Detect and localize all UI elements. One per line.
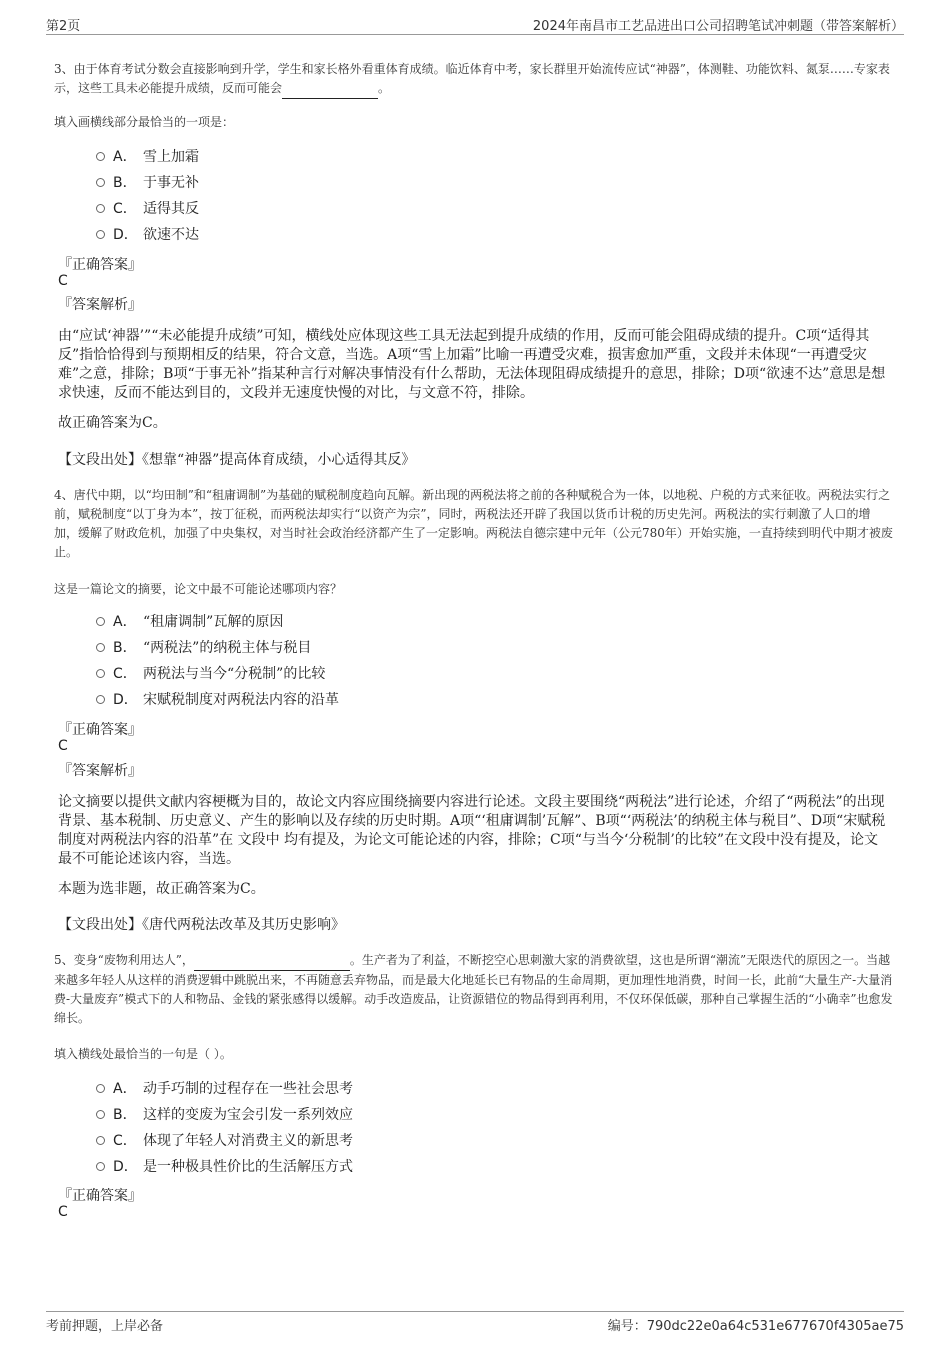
correct-answer-value: C: [58, 738, 68, 754]
option-a[interactable]: A． 动手巧制的过程存在一些社会思考: [96, 1075, 353, 1101]
question-3-source: 【文段出处】《想靠“神器”提高体育成绩，小心适得其反》: [58, 452, 416, 468]
question-5-text: 5、变身“废物利用达人”， 。生产者为了利益，不断挖空心思刺激大家的消费欲望，这也是所谓“潮流”无限迭代的原因之一。当越来越多年轻人从这样的消费逻辑中跳脱出来，不再随意丢弃物品，而是最大化地延长已有物品的生命周期，更加理性地消费，时间一长，此前“大量生产-大量消费-大量废弃”模式下的人和物品、金钱的紧张感得以缓解。动手改造废品，让资源错位的物品得到再利用，不仅环保低碳，那种自己掌握生活的“小确幸”也愈发绵长。: [54, 953, 893, 1025]
question-4-analysis: 论文摘要以提供文献内容梗概为目的，故论文内容应围绕摘要内容进行论述。文段主要围绕“两税法”进行论述，介绍了“两税法”的出现背景、基本税制、历史意义、产生的影响以及存续的历史时期。A项“‘租庸调制’瓦解”、B项“‘两税法’的纳税主体与税目”、D项“宋赋税制度对两税法内容的沿革”在 文段中 均有提及，为论文可能论述的内容，排除；C项“与当今‘分税制’的比较”在文段中没有提及，论文最不可能论述该内容，当选。: [58, 794, 886, 867]
option-d[interactable]: D． 宋赋税制度对两税法内容的沿革: [96, 686, 339, 712]
option-b[interactable]: B． “两税法”的纳税主体与税目: [96, 634, 339, 660]
option-b[interactable]: B． 于事无补: [96, 169, 199, 195]
radio-icon[interactable]: [96, 178, 105, 187]
option-d[interactable]: D． 是一种极具性价比的生活解压方式: [96, 1153, 353, 1179]
question-4-text: 4、唐代中期，以“均田制”和“租庸调制”为基础的赋税制度趋向瓦解。新出现的两税法将之前的各种赋税合为一体，以地税、户税的方式来征收。两税法实行之前，赋税制度“以丁身为本”，按丁征税，而两税法却实行“以资产为宗”，同时，两税法还开辟了我国以货币计税的历史先河。两税法的实行刺激了人口的增加，缓解了财政危机，加强了中央集权，对当时社会政治经济都产生了一定影响。两税法自德宗建中元年（公元780年）开始实施，一直持续到明代中期才被废止。: [54, 488, 893, 559]
analysis-label: 『答案解析』: [58, 297, 142, 313]
question-3-text: 3、由于体育考试分数会直接影响到升学，学生和家长格外看重体育成绩。临近体育中考，家长群里开始流传应试“神器”，体测鞋、功能饮料、氮泵……专家表示，这些工具未必能提升成绩，反而可能会 。: [54, 60, 894, 99]
footer-slogan: 考前押题，上岸必备: [46, 1319, 164, 1334]
option-c[interactable]: C． 体现了年轻人对消费主义的新思考: [96, 1127, 353, 1153]
option-c[interactable]: C． 适得其反: [96, 195, 199, 221]
radio-icon[interactable]: [96, 1110, 105, 1119]
radio-icon[interactable]: [96, 617, 105, 626]
option-b[interactable]: B． 这样的变废为宝会引发一系列效应: [96, 1101, 353, 1127]
document-code: 编号：790dc22e0a64c531e677670f4305ae75: [607, 1319, 904, 1334]
question-4-conclusion: 本题为选非题，故正确答案为C。: [58, 881, 265, 897]
radio-icon[interactable]: [96, 643, 105, 652]
correct-answer-label: 『正确答案』: [58, 1188, 142, 1204]
question-4-prompt: 这是一篇论文的摘要，论文中最不可能论述哪项内容？: [54, 582, 343, 596]
option-a[interactable]: A． 雪上加霜: [96, 143, 199, 169]
radio-icon[interactable]: [96, 152, 105, 161]
page-header: [46, 14, 904, 35]
document-title: 2024年南昌市工艺品进出口公司招聘笔试冲刺题（带答案解析）: [532, 19, 904, 34]
option-d[interactable]: D． 欲速不达: [96, 221, 199, 247]
radio-icon[interactable]: [96, 1136, 105, 1145]
radio-icon[interactable]: [96, 204, 105, 213]
correct-answer-value: C: [58, 273, 68, 289]
correct-answer-value: C: [58, 1204, 68, 1220]
page-number: 第2页: [46, 19, 81, 34]
radio-icon[interactable]: [96, 695, 105, 704]
answer-blank: [282, 79, 378, 99]
option-c[interactable]: C． 两税法与当今“分税制”的比较: [96, 660, 339, 686]
option-a[interactable]: A． “租庸调制”瓦解的原因: [96, 608, 339, 634]
analysis-label: 『答案解析』: [58, 763, 142, 779]
question-3-analysis: 由“应试‘神器’”“未必能提升成绩”可知，横线处应体现这些工具无法起到提升成绩的作用，反而可能会阻碍成绩的提升。C项“适得其反”指恰恰得到与预期相反的结果，符合文意，当选。A项“雪上加霜”比喻一再遭受灾难，损害愈加严重，文段并未体现“一再遭受灾难”之意，排除；B项“于事无补”指某种言行对解决事情没有什么帮助，无法体现阻碍成绩提升的意思，排除；D项“欲速不达”意思是想求快速，反而不能达到目的，文段并无速度快慢的对比，与文意不符，排除。: [58, 328, 886, 401]
question-3-options: [96, 143, 199, 247]
question-3-conclusion: 故正确答案为C。: [58, 415, 167, 431]
correct-answer-label: 『正确答案』: [58, 257, 142, 273]
answer-blank: [194, 951, 350, 971]
question-4-options: [96, 608, 339, 712]
question-3-prompt: 填入画横线部分最恰当的一项是：: [54, 115, 235, 129]
radio-icon[interactable]: [96, 669, 105, 678]
radio-icon[interactable]: [96, 1084, 105, 1093]
page-footer: [46, 1311, 904, 1334]
radio-icon[interactable]: [96, 230, 105, 239]
question-5-prompt: 填入横线处最恰当的一句是（ ）。: [54, 1047, 232, 1061]
correct-answer-label: 『正确答案』: [58, 722, 142, 738]
radio-icon[interactable]: [96, 1162, 105, 1171]
question-5-options: [96, 1075, 353, 1179]
question-4-source: 【文段出处】《唐代两税法改革及其历史影响》: [58, 917, 345, 933]
